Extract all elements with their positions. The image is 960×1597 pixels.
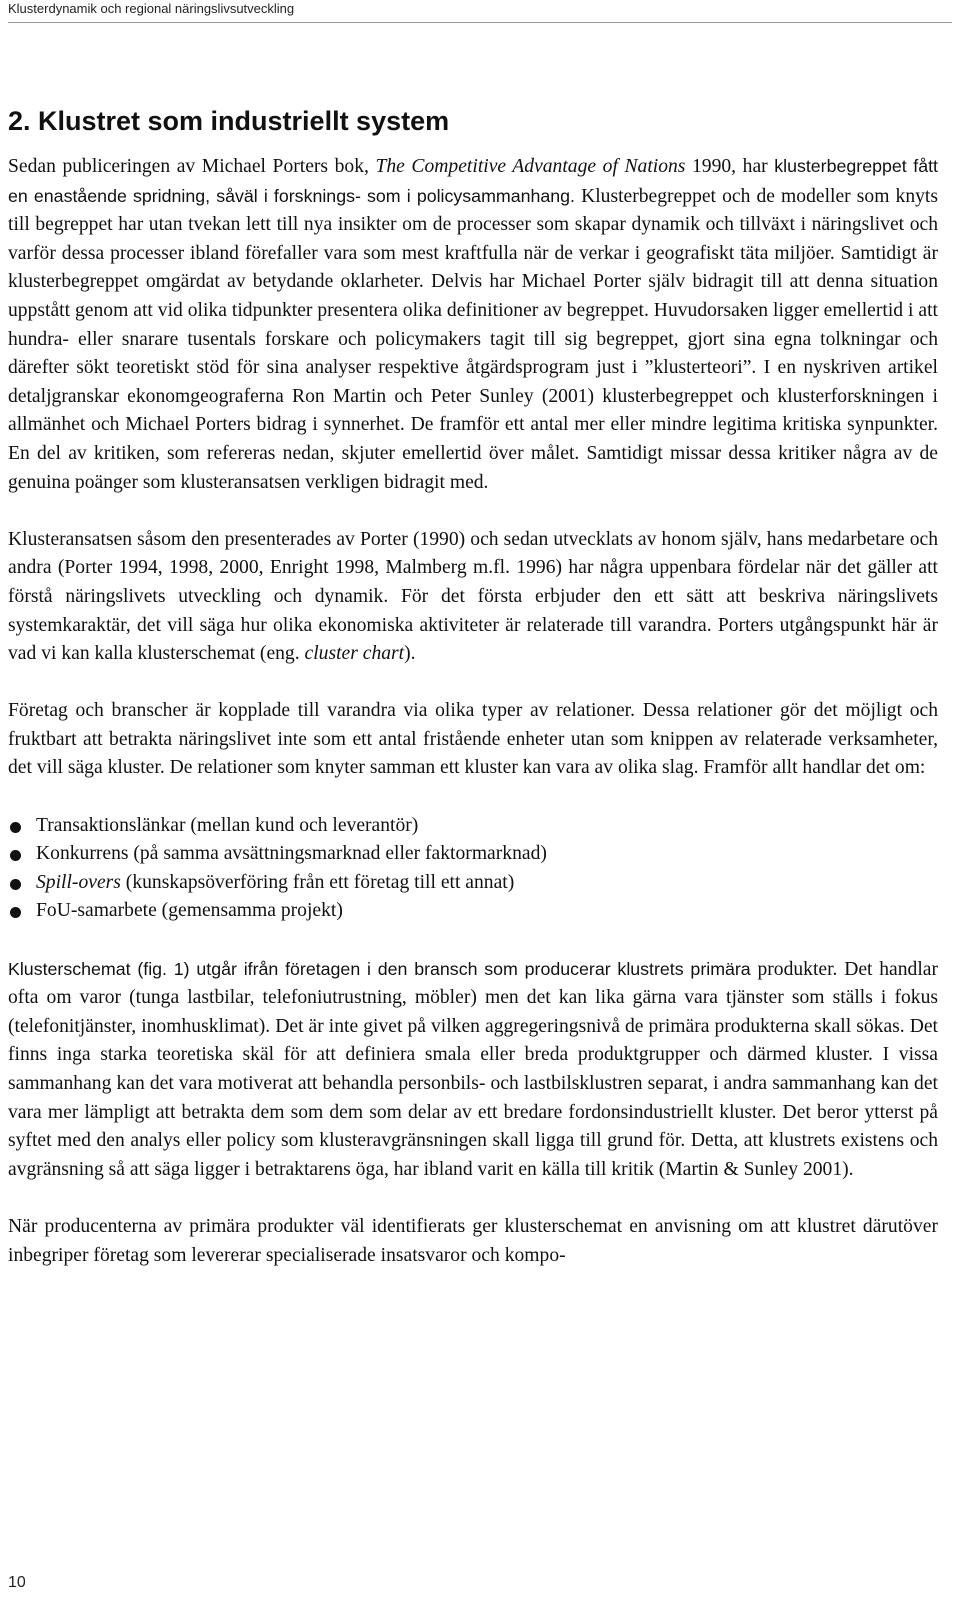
list-item <box>8 812 938 841</box>
paragraph-4 <box>8 955 938 1185</box>
p2-text-c: ). <box>404 643 416 665</box>
p1-text-f: Huvudorsaken ligger emellertid i att hundra- eller snarare tusentals forskare och policymakers tagit till sig begreppet, gjort sina egna tolkningar och därefter sökt teoretiskt stöd för sina analyser respektive åtgärdsprogram just i ”klusterteori”. I en nyskriven artikel detaljgranskar ekonomgeograferna Ron Martin och Peter Sunley (2001) klusterbegreppet och klusterforskningen i allmänhet och Michael Porters bidrag i synnerhet. <box>8 299 938 436</box>
bullet-icon <box>10 879 21 890</box>
bullet-icon <box>10 907 21 918</box>
list-item-text: (kunskapsöverföring från ett företag till ett annat) <box>120 871 515 893</box>
p4-text-a: Klusterschemat (fig. 1) utgår ifrån företagen i den bransch som producerar klustrets primära <box>8 958 751 979</box>
list-item <box>8 840 938 869</box>
p4-text-b: produkter. Det handlar ofta om varor (tunga lastbilar, telefoniutrustning, möbler) men det kan lika gärna vara tjänster som ställs i fokus (telefonitjänster, inomhusklimat). Det är inte givet på vilken aggregeringsnivå de primära produkterna skall sökas. Det finns inga starka teoretiska skäl för att definiera smala eller breda produktgrupper och därmed kluster. I vissa sammanhang kan det vara motiverat att behandla personbils- och lastbilsklustren separat, i andra sammanhang kan det vara mer lämpligt att betrakta dem som dem som delar av ett bredare fordonsindustriellt kluster. Det beror ytterst på syftet med den analys eller policy som klusteravgränsningen skall ligga till grund för. Detta, att klustrets existens och avgränsning så att säga ligger i betraktarens öga, har ibland varit en källa till kritik (Martin & Sunley 2001). <box>8 958 938 1180</box>
list-item-emphasis: Spill-overs <box>36 871 121 893</box>
cluster-chart-term: cluster chart <box>304 643 405 665</box>
p1-text-g: De framför ett antal mer eller mindre legitima kritiska synpunkter. En del av kritiken, som refereras nedan, skjuter emellertid över målet. Samtidigt missar dessa kritiker några av de genuina poänger som klusteransatsen verkligen bidragit med. <box>8 414 938 493</box>
list-item <box>8 869 938 898</box>
paragraph-1 <box>8 152 938 497</box>
p1-text-e: Klusterbegreppet och de modeller som knyts till begreppet har utan tvekan lett till nya insikter om de processer som skapar dynamik och tillväxt i näringslivet och varför dessa processer ibland förefaller vara som mest kraftfulla när de verkar i geografiskt täta miljöer. Samtidigt är klusterbegreppet omgärdat av betydande oklarheter. Delvis har Michael Porter själv bidragit till att denna situation uppstått genom att vid olika tidpunkter presentera olika definitioner av begreppet. <box>8 185 938 321</box>
relation-list <box>8 812 938 926</box>
list-item-text: Konkurrens (på samma avsättningsmarknad eller faktormarknad) <box>36 843 547 865</box>
p2-text-a: Klusteransatsen såsom den presenterades av Porter (1990) och sedan utvecklats av honom själv, hans medarbetare och andra (Porter 1994, 1998, 2000, Enright 1998, Malmberg m.fl. 1996) har några uppenbara fördelar när det gäller att förstå näringslivets utveckling och dynamik. För det första erbjuder den ett sätt att beskriva näringslivets systemkaraktär, det vill säga hur olika ekonomiska aktiviteter är relaterade till varandra. Porters utgångspunkt här är vad vi kan kalla klusterschemat (eng. <box>8 528 938 665</box>
page-number: 10 <box>8 1574 26 1591</box>
page-body <box>8 104 938 1270</box>
paragraph-2 <box>8 526 938 669</box>
book-title: The Competitive Advantage of Nations <box>375 156 686 177</box>
section-heading: 2. Klustret som industriellt system <box>8 106 450 136</box>
list-item-text: FoU-samarbete (gemensamma projekt) <box>36 900 343 922</box>
running-header <box>8 0 952 23</box>
bullet-icon <box>10 822 21 833</box>
list-item <box>8 897 938 926</box>
running-header-title: Klusterdynamik och regional näringslivsutveckling <box>8 1 295 16</box>
p1-text-c: 1990, har <box>685 156 775 177</box>
p1-text-d: klusterbegreppet fått en enastående spridning, såväl i forsknings- som i policysammanhang. <box>8 156 939 206</box>
list-item-text: Transaktionslänkar (mellan kund och leverantör) <box>36 814 419 836</box>
p1-text-a: Sedan publiceringen av Michael Porters bok, <box>8 156 376 177</box>
paragraph-5: När producenterna av primära produkter väl identifierats ger klusterschemat en anvisning om att klustret därutöver inbegriper företag som levererar specialiserade insatsvaror och kompo- <box>8 1215 938 1266</box>
paragraph-3: Företag och branscher är kopplade till varandra via olika typer av relationer. Dessa relationer gör det möjligt och fruktbart att betrakta näringslivet inte som ett antal fristående enheter utan som knippen av relaterade verksamheter, det vill säga kluster. De relationer som knyter samman ett kluster kan vara av olika slag. Framför allt handlar det om: <box>8 700 938 779</box>
bullet-icon <box>10 850 21 861</box>
